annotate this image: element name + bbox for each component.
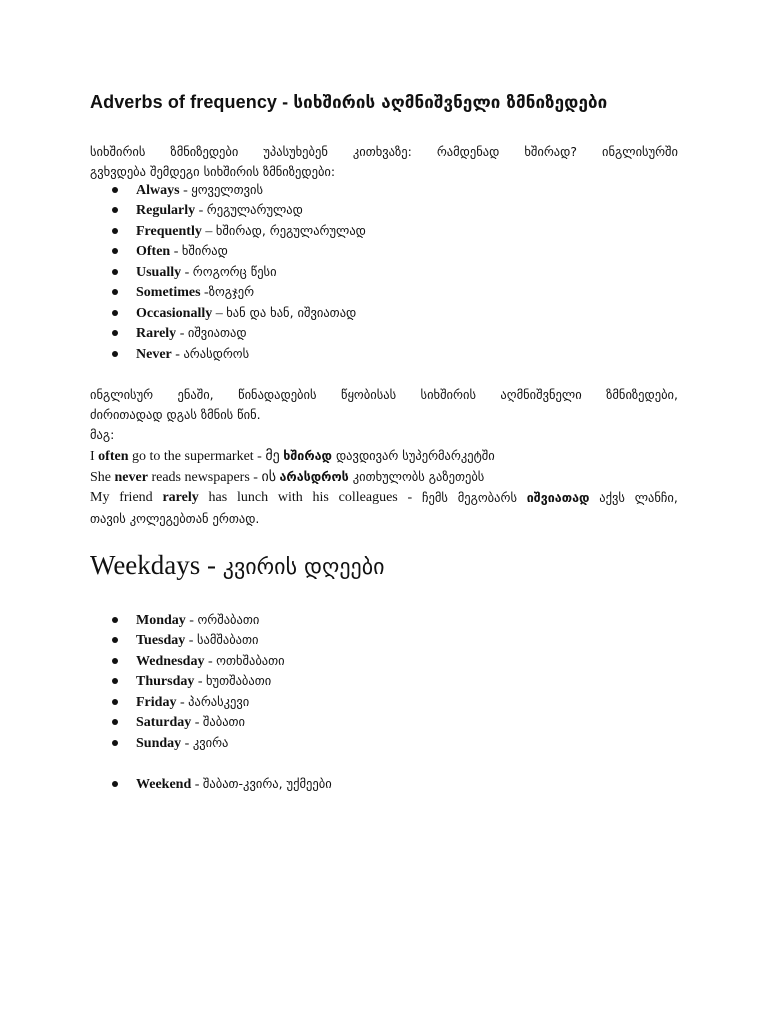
bullet-icon bbox=[112, 678, 118, 684]
bullet-icon bbox=[112, 248, 118, 254]
bullet-icon bbox=[112, 289, 118, 295]
bullet-icon bbox=[112, 330, 118, 336]
example-line-2: She never reads newspapers - ის არასდროს კითხულობს გაზეთებს bbox=[90, 469, 485, 485]
list-item: Usually - როგორც წესი bbox=[112, 262, 277, 283]
position-line-2: ძირითადად დგას ზმნის წინ. bbox=[90, 407, 261, 422]
title-sep: - bbox=[282, 92, 289, 112]
list-item: Sunday - კვირა bbox=[112, 733, 228, 754]
list-item: Often - ხშირად bbox=[112, 241, 228, 262]
list-item: Saturday - შაბათი bbox=[112, 712, 245, 733]
bullet-icon bbox=[112, 187, 118, 193]
bullet-icon bbox=[112, 228, 118, 234]
list-item: Regularly - რეგულარულად bbox=[112, 200, 303, 221]
bullet-icon bbox=[112, 699, 118, 705]
title-en: Adverbs of frequency bbox=[90, 92, 278, 112]
list-item: Thursday - ხუთშაბათი bbox=[112, 671, 271, 692]
bullet-icon bbox=[112, 658, 118, 664]
bullet-icon bbox=[112, 719, 118, 725]
bullet-icon bbox=[112, 617, 118, 623]
bullet-icon bbox=[112, 310, 118, 316]
list-item: Frequently – ხშირად, რეგულარულად bbox=[112, 221, 366, 242]
intro-line-2: გვხვდება შემდეგი სიხშირის ზმნიზედები: bbox=[90, 164, 336, 179]
list-item: Wednesday - ოთხშაბათი bbox=[112, 651, 285, 672]
list-item: Rarely - იშვიათად bbox=[112, 323, 247, 344]
list-item: Friday - პარასკევი bbox=[112, 692, 249, 713]
intro-line-1: სიხშირის ზმნიზედები უპასუხებენ კითხვაზე: რამდენად ხშირად? ინგლისურში bbox=[90, 144, 678, 159]
position-paragraph bbox=[90, 385, 678, 445]
list-item: Monday - ორშაბათი bbox=[112, 610, 259, 631]
title-ka: სიხშირის აღმნიშვნელი ზმნიზედები bbox=[293, 93, 608, 113]
section-title-weekdays: Weekdays - კვირის დღეები bbox=[90, 550, 385, 580]
example-line-4: თავის კოლეგებთან ერთად. bbox=[90, 511, 260, 526]
bullet-icon bbox=[112, 740, 118, 746]
bullet-icon bbox=[112, 269, 118, 275]
example-line-3: My friend rarely has lunch with his colleagues - ჩემს მეგობარს იშვიათად აქვს ლანჩი, bbox=[90, 490, 678, 505]
example-label: მაგ: bbox=[90, 427, 115, 442]
bullet-icon bbox=[112, 351, 118, 357]
example-line-1: I often go to the supermarket - მე ხშირად დავდივარ სუპერმარკეტში bbox=[90, 448, 495, 464]
section-title-adverbs bbox=[90, 92, 607, 113]
list-item: Occasionally – ხან და ხან, იშვიათად bbox=[112, 303, 356, 324]
list-item: Tuesday - სამშაბათი bbox=[112, 630, 259, 651]
bullet-icon bbox=[112, 781, 118, 787]
intro-paragraph bbox=[90, 142, 678, 182]
list-item: Sometimes -ზოგჯერ bbox=[112, 282, 254, 303]
bullet-icon bbox=[112, 207, 118, 213]
position-line-1: ინგლისურ ენაში, წინადადების წყობისას სიხშირის აღმნიშვნელი ზმნიზედები, bbox=[90, 387, 678, 402]
list-item: Weekend - შაბათ-კვირა, უქმეები bbox=[112, 774, 332, 795]
list-item: Always - ყოველთვის bbox=[112, 180, 263, 201]
list-item: Never - არასდროს bbox=[112, 344, 249, 365]
bullet-icon bbox=[112, 637, 118, 643]
